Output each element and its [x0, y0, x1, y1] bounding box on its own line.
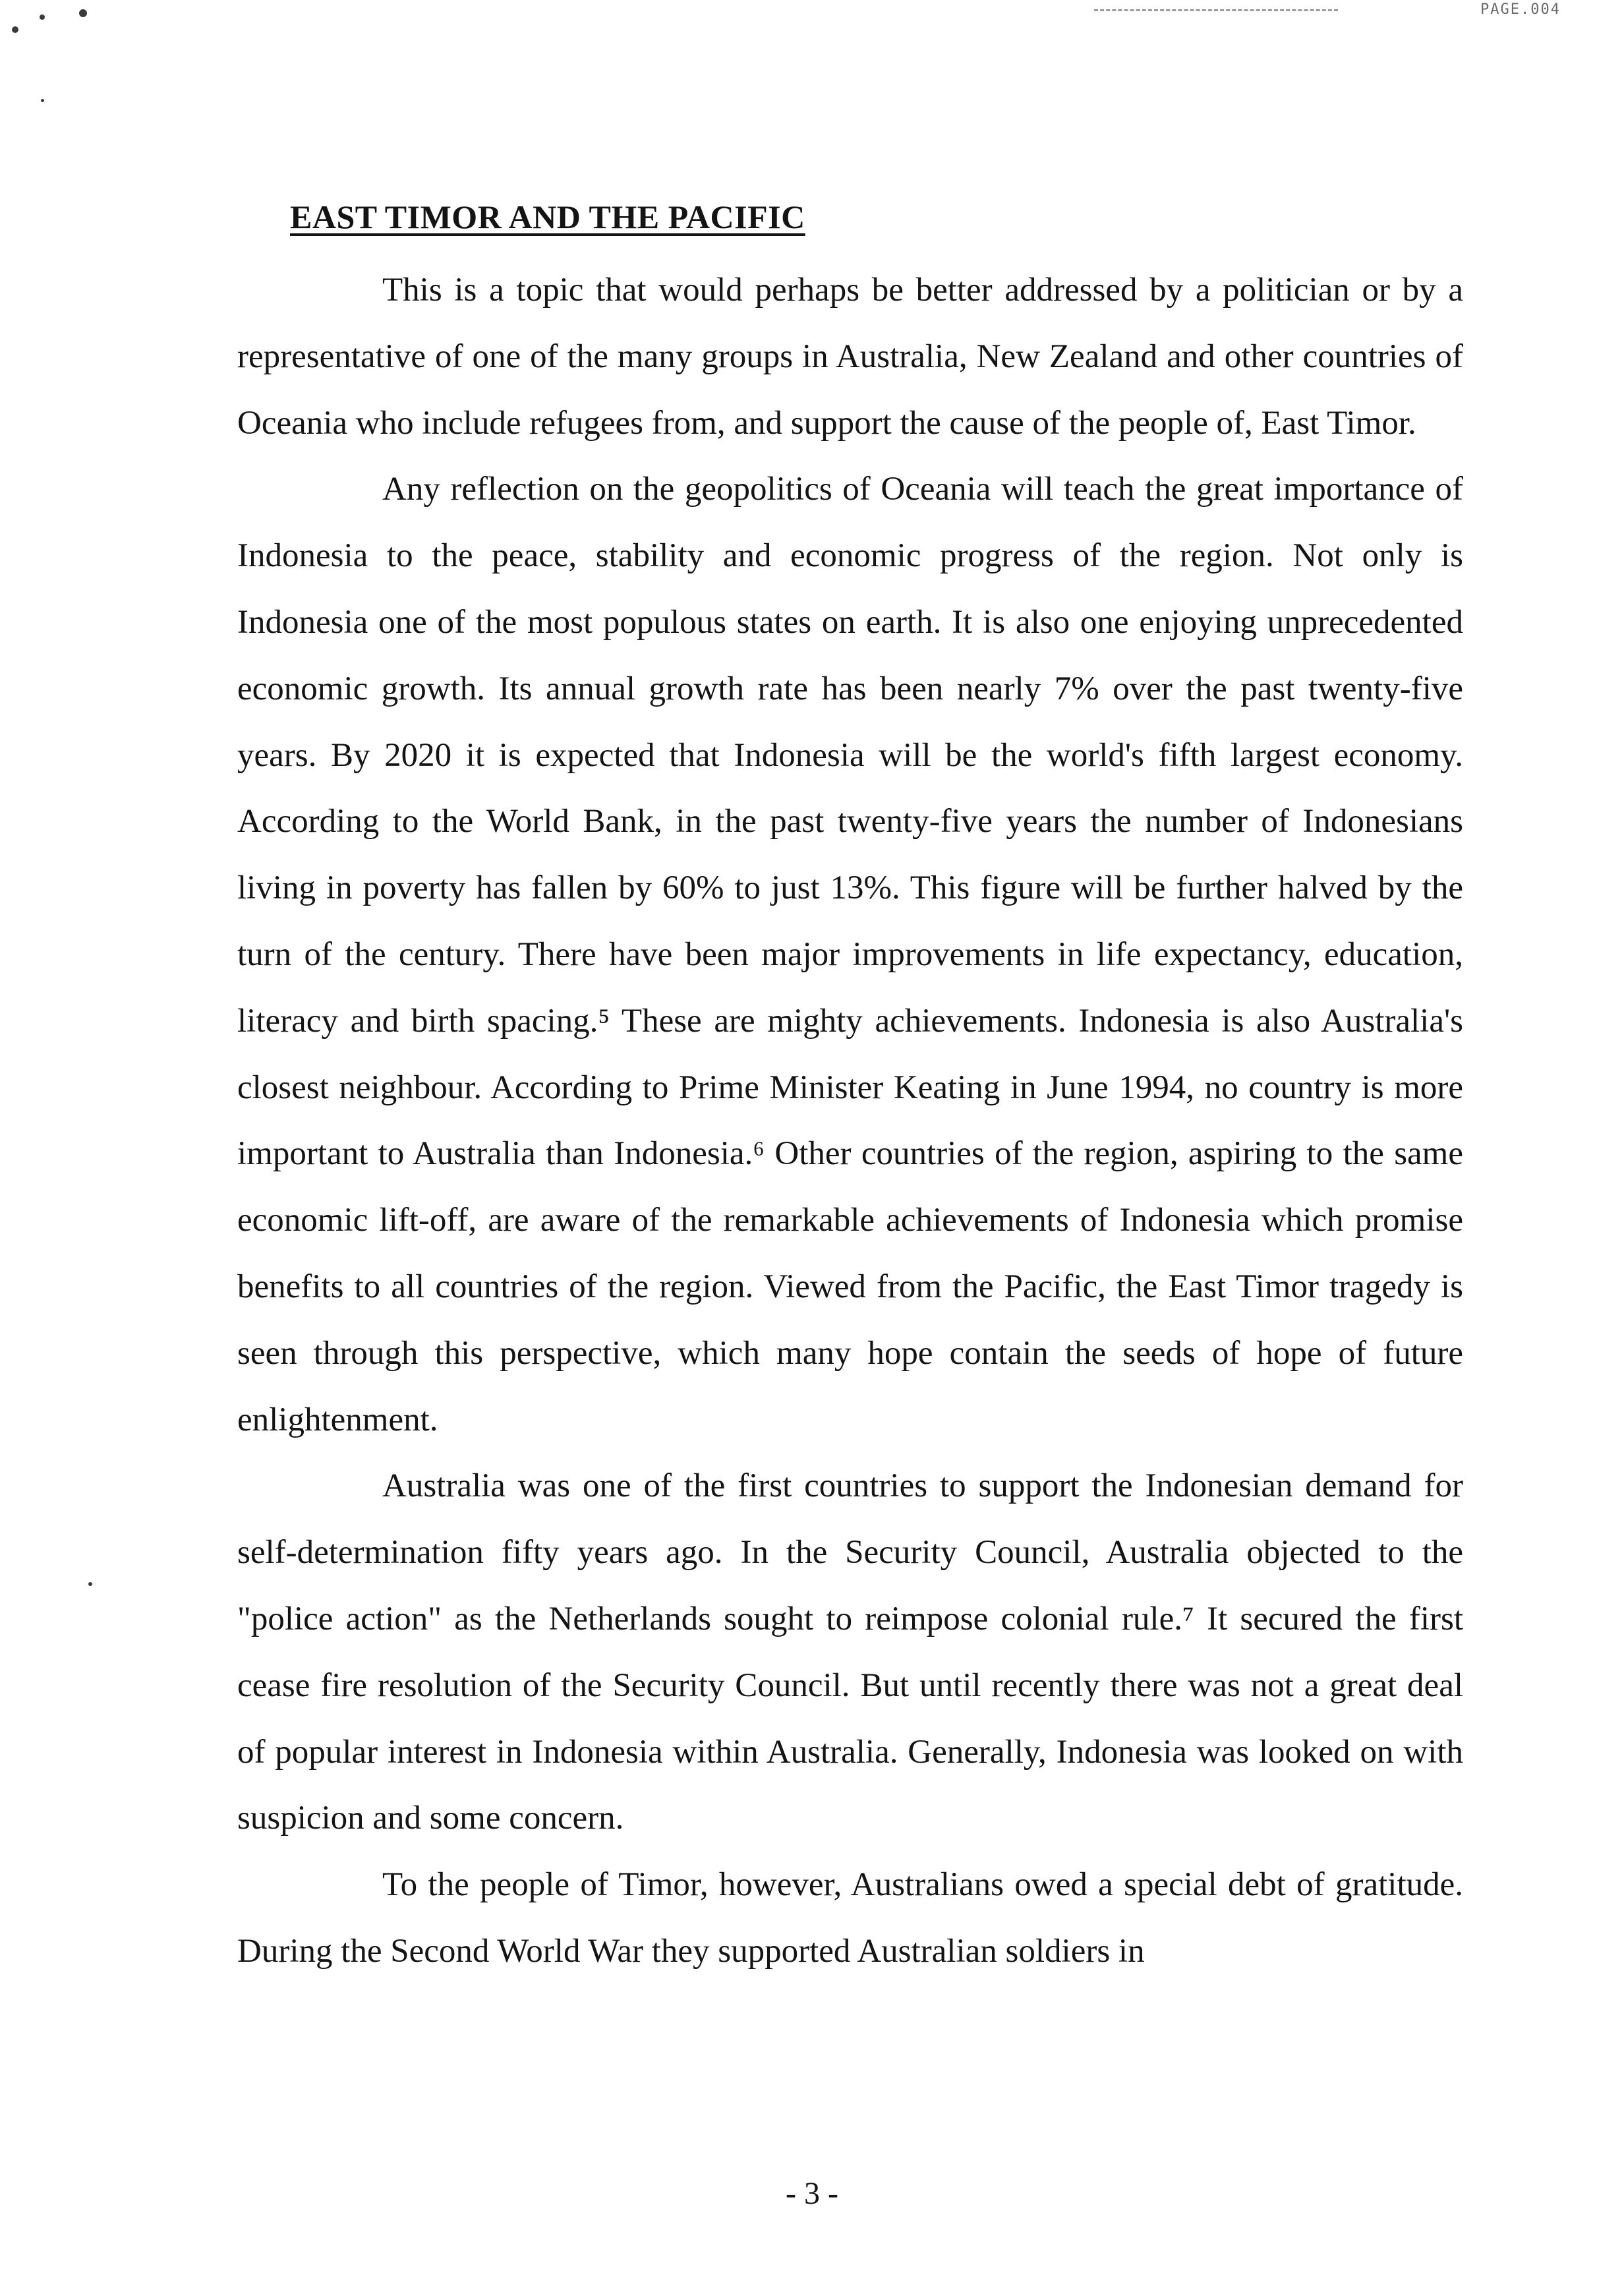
scan-speck — [41, 99, 44, 102]
header-scan-dashes — [1094, 9, 1338, 11]
scan-speck — [12, 26, 18, 33]
header-ref-mark: PAGE.004 — [1480, 1, 1561, 18]
scan-speck — [40, 15, 45, 20]
scan-speck — [79, 9, 87, 17]
paragraph-4: To the people of Timor, however, Australians owed a special debt of gratitude. During the Second World War they supported Australian soldiers in — [237, 1866, 1463, 1970]
scan-speck — [88, 1582, 92, 1586]
paragraph-2: Any reflection on the geopolitics of Oceania will teach the great importance of Indonesia to the peace, stability and economic progress of the region. Not only is Indonesia one of the most populous states on earth. It is also one enjoying unprecedented economic growth. Its annual growth rate has been nearly 7% over the past twenty-five years. By 2020 it is expected that Indonesia will be the world's fifth largest economy. According to the World Bank, in the past twenty-five years the number of Indonesians living in poverty has fallen by 60% to just 13%. This figure will be further halved by the turn of the century. There have been major improvements in life expectancy, education, literacy and birth spacing.⁵ These are mighty achievements. Indonesia is also Australia's closest neighbour. According to Prime Minister Keating in June 1994, no country is more important to Australia than Indonesia.⁶ Other countries of the region, aspiring to the same economic lift-off, are aware of the remarkable achievements of Indonesia which promise benefits to all countries of the region. Viewed from the Pacific, the East Timor tragedy is seen through this perspective, which many hope contain the seeds of hope of future enlightenment. — [237, 471, 1463, 1438]
document-body — [237, 257, 1463, 1985]
paragraph-3: Australia was one of the first countries to support the Indonesian demand for self-determination fifty years ago. In the Security Council, Australia objected to the "police action" as the Netherlands sought to reimpose colonial rule.⁷ It secured the first cease fire resolution of the Security Council. But until recently there was not a great deal of popular interest in Indonesia within Australia. Generally, Indonesia was looked on with suspicion and some concern. — [237, 1467, 1463, 1837]
paragraph-1: This is a topic that would perhaps be better addressed by a politician or by a representative of one of the many groups in Australia, New Zealand and other countries of Oceania who include refugees from, and support the cause of the people of, East Timor. — [237, 272, 1463, 442]
document-title: EAST TIMOR AND THE PACIFIC — [290, 198, 805, 235]
page-number: - 3 - — [786, 2176, 838, 2211]
